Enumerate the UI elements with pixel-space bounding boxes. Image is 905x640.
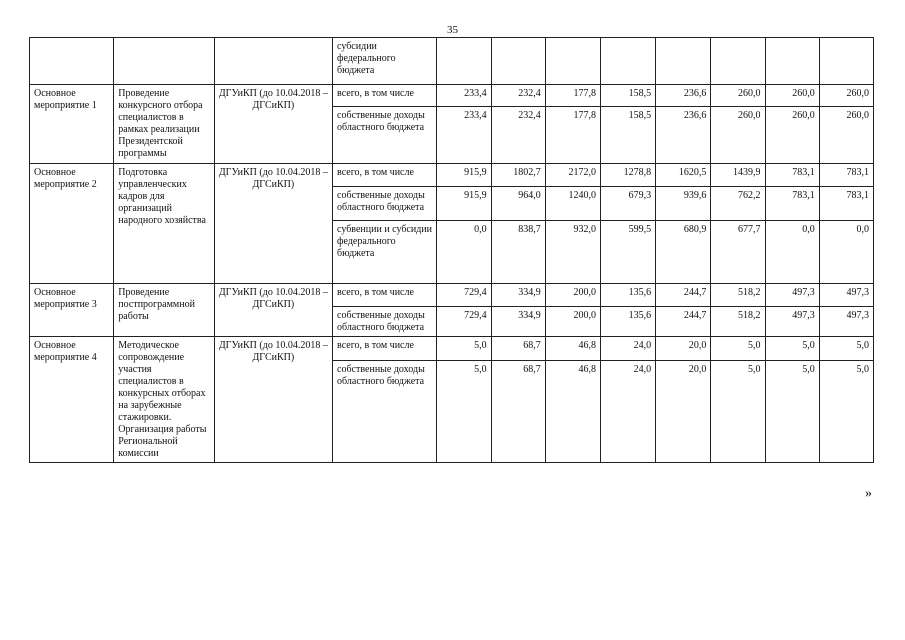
value-cell: 177,8 [545, 85, 600, 107]
measure-name-cell [30, 38, 114, 85]
value-cell: 518,2 [711, 307, 765, 337]
funding-source-label: собственные доходы областного бюджета [333, 107, 437, 164]
value-cell: 20,0 [656, 360, 711, 462]
value-cell: 5,0 [711, 360, 765, 462]
value-cell: 68,7 [491, 337, 545, 361]
value-cell [600, 38, 655, 85]
closing-quote-mark: » [865, 486, 872, 501]
value-cell [765, 38, 819, 85]
value-cell: 236,6 [656, 107, 711, 164]
value-cell [819, 38, 873, 85]
value-cell: 5,0 [711, 337, 765, 361]
measure-description: Проведение постпрограммной работы [114, 284, 214, 337]
value-cell: 233,4 [437, 107, 491, 164]
value-cell: 334,9 [491, 284, 545, 307]
value-cell [491, 38, 545, 85]
value-cell: 158,5 [600, 85, 655, 107]
measure-description: Проведение конкурсного отбора специалистов в рамках реализации Президентской программы [114, 85, 214, 164]
value-cell: 1620,5 [656, 164, 711, 187]
value-cell [711, 38, 765, 85]
funding-source-label: собственные доходы областного бюджета [333, 360, 437, 462]
measure-name: Основное мероприятие 3 [30, 284, 114, 337]
value-cell: 497,3 [819, 284, 873, 307]
table-row [30, 164, 874, 187]
measure-executor: ДГУиКП (до 10.04.2018 – ДГСиКП) [214, 85, 332, 164]
measure-executor: ДГУиКП (до 10.04.2018 – ДГСиКП) [214, 284, 332, 337]
value-cell: 0,0 [765, 221, 819, 284]
value-cell: 232,4 [491, 107, 545, 164]
value-cell: 680,9 [656, 221, 711, 284]
value-cell: 939,6 [656, 187, 711, 221]
value-cell: 135,6 [600, 284, 655, 307]
value-cell: 518,2 [711, 284, 765, 307]
value-cell: 497,3 [765, 284, 819, 307]
value-cell: 1240,0 [545, 187, 600, 221]
measure-description-cell [114, 38, 214, 85]
value-cell: 260,0 [711, 107, 765, 164]
funding-source-label: всего, в том числе [333, 164, 437, 187]
value-cell: 260,0 [819, 107, 873, 164]
value-cell: 20,0 [656, 337, 711, 361]
value-cell: 244,7 [656, 307, 711, 337]
value-cell: 783,1 [765, 164, 819, 187]
value-cell: 2172,0 [545, 164, 600, 187]
value-cell: 135,6 [600, 307, 655, 337]
funding-source-label: всего, в том числе [333, 337, 437, 361]
value-cell: 679,3 [600, 187, 655, 221]
value-cell: 1278,8 [600, 164, 655, 187]
value-cell: 5,0 [819, 337, 873, 361]
value-cell [437, 38, 491, 85]
funding-source-label: субвенции и субсидии федерального бюджета [333, 221, 437, 284]
value-cell: 783,1 [765, 187, 819, 221]
value-cell: 497,3 [765, 307, 819, 337]
value-cell: 24,0 [600, 337, 655, 361]
table-row [30, 38, 874, 85]
funding-source-label: собственные доходы областного бюджета [333, 187, 437, 221]
funding-source-label: субсидии федерального бюджета [333, 38, 437, 85]
value-cell: 260,0 [819, 85, 873, 107]
funding-source-label: всего, в том числе [333, 284, 437, 307]
value-cell: 5,0 [819, 360, 873, 462]
value-cell [656, 38, 711, 85]
value-cell: 334,9 [491, 307, 545, 337]
executor-cell [214, 38, 332, 85]
funding-source-label: всего, в том числе [333, 85, 437, 107]
value-cell [545, 38, 600, 85]
value-cell: 0,0 [437, 221, 491, 284]
value-cell: 915,9 [437, 187, 491, 221]
value-cell: 5,0 [765, 360, 819, 462]
page-number: 35 [447, 24, 458, 36]
value-cell: 244,7 [656, 284, 711, 307]
value-cell: 838,7 [491, 221, 545, 284]
table-row [30, 284, 874, 307]
measure-name: Основное мероприятие 4 [30, 337, 114, 463]
value-cell: 177,8 [545, 107, 600, 164]
value-cell: 729,4 [437, 307, 491, 337]
value-cell: 158,5 [600, 107, 655, 164]
value-cell: 5,0 [437, 360, 491, 462]
value-cell: 233,4 [437, 85, 491, 107]
value-cell: 677,7 [711, 221, 765, 284]
value-cell: 24,0 [600, 360, 655, 462]
value-cell: 1439,9 [711, 164, 765, 187]
value-cell: 729,4 [437, 284, 491, 307]
value-cell: 232,4 [491, 85, 545, 107]
measure-description: Подготовка управленческих кадров для организаций народного хозяйства [114, 164, 214, 284]
value-cell: 932,0 [545, 221, 600, 284]
value-cell: 46,8 [545, 337, 600, 361]
value-cell: 46,8 [545, 360, 600, 462]
value-cell: 68,7 [491, 360, 545, 462]
measure-name: Основное мероприятие 1 [30, 85, 114, 164]
value-cell: 236,6 [656, 85, 711, 107]
value-cell: 497,3 [819, 307, 873, 337]
value-cell: 915,9 [437, 164, 491, 187]
measure-executor: ДГУиКП (до 10.04.2018 – ДГСиКП) [214, 337, 332, 463]
value-cell: 5,0 [437, 337, 491, 361]
budget-table [29, 37, 874, 463]
value-cell: 599,5 [600, 221, 655, 284]
value-cell: 964,0 [491, 187, 545, 221]
value-cell: 783,1 [819, 164, 873, 187]
value-cell: 762,2 [711, 187, 765, 221]
table-row [30, 85, 874, 107]
value-cell: 260,0 [765, 107, 819, 164]
value-cell: 260,0 [711, 85, 765, 107]
measure-executor: ДГУиКП (до 10.04.2018 – ДГСиКП) [214, 164, 332, 284]
value-cell: 260,0 [765, 85, 819, 107]
measure-description: Методическое сопровождение участия специалистов в конкурсных отборах на зарубежные стажировки. Организация работы Региональной комиссии [114, 337, 214, 463]
value-cell: 1802,7 [491, 164, 545, 187]
value-cell: 783,1 [819, 187, 873, 221]
value-cell: 200,0 [545, 284, 600, 307]
funding-source-label: собственные доходы областного бюджета [333, 307, 437, 337]
value-cell: 0,0 [819, 221, 873, 284]
value-cell: 5,0 [765, 337, 819, 361]
value-cell: 200,0 [545, 307, 600, 337]
measure-name: Основное мероприятие 2 [30, 164, 114, 284]
table-row [30, 337, 874, 361]
